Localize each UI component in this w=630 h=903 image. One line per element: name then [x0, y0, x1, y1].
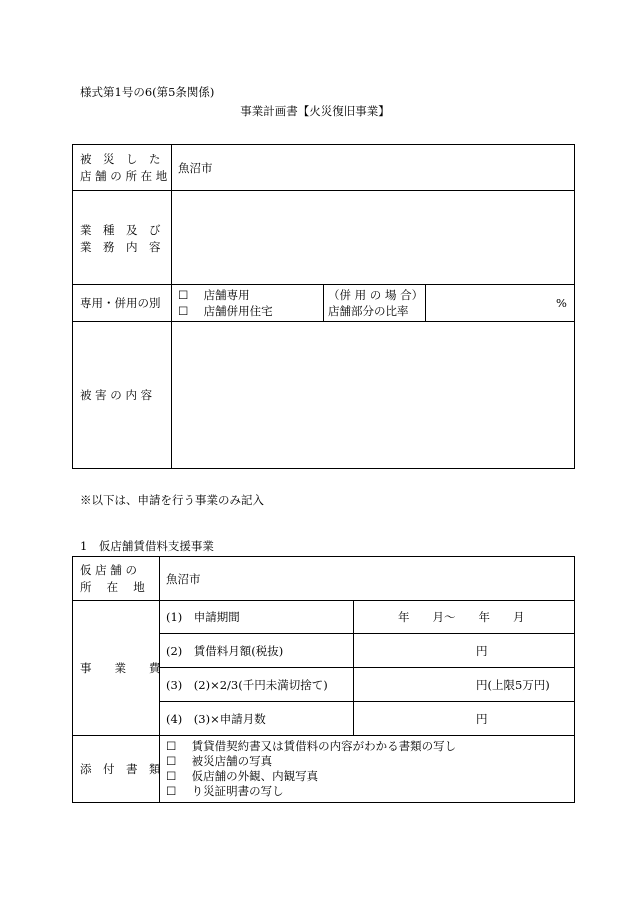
checkbox-icon[interactable]: ☐ [178, 304, 189, 318]
ratio-label-line2: 店舗部分の比率 [328, 304, 409, 318]
checkbox-icon[interactable]: ☐ [166, 754, 177, 768]
damage-value[interactable] [172, 322, 574, 468]
document-title: 事業計画書【火災復旧事業】 [240, 104, 390, 118]
cost-row-label: (2) 賃借料月額(税抜) [166, 644, 284, 658]
checkbox-icon[interactable]: ☐ [178, 288, 189, 302]
ratio-unit: % [556, 296, 567, 310]
section1-heading: 1 仮店舗賃借料支援事業 [80, 539, 214, 553]
attachment-item[interactable]: ☐ り災証明書の写し [166, 784, 284, 798]
checkbox-icon[interactable]: ☐ [166, 769, 177, 783]
attachment-item[interactable]: ☐ 被災店舗の写真 [166, 754, 273, 768]
location-value[interactable]: 魚沼市 [178, 161, 213, 175]
cost-row-value[interactable]: 円 [476, 712, 488, 726]
business-value[interactable] [172, 191, 574, 283]
cost-row-value[interactable]: 円 [476, 644, 488, 658]
location-label-line1: 被 災 し た [80, 152, 161, 166]
checkbox-icon[interactable]: ☐ [166, 784, 177, 798]
usage-label: 専用・併用の別 [80, 296, 161, 310]
temp-location-label-line1: 仮 店 舗 の [80, 563, 137, 577]
attachment-item[interactable]: ☐ 賃貸借契約書又は賃借料の内容がわかる書類の写し [166, 739, 457, 753]
cost-row-value[interactable]: 年 月～ 年 月 [398, 610, 525, 624]
damage-label: 被 害 の 内 容 [80, 388, 153, 402]
attachments-label: 添 付 書 類 [80, 762, 161, 776]
cost-row-label: (3) (2)×2/3(千円未満切捨て) [166, 678, 328, 692]
temp-location-value[interactable]: 魚沼市 [166, 572, 201, 586]
attachment-item[interactable]: ☐ 仮店舗の外観、内観写真 [166, 769, 319, 783]
usage-option-shop-residence[interactable]: ☐ 店舗併用住宅 [178, 304, 273, 318]
note-text: ※以下は、申請を行う事業のみ記入 [80, 493, 264, 507]
checkbox-icon[interactable]: ☐ [166, 739, 177, 753]
ratio-label-line1: （併 用 の 場 合） [328, 288, 424, 302]
usage-option-shop-only[interactable]: ☐ 店舗専用 [178, 288, 250, 302]
form-number: 様式第1号の6(第5条関係) [80, 85, 215, 99]
location-label-line2: 店 舗 の 所 在 地 [80, 169, 168, 183]
business-label-line2: 業 務 内 容 [80, 240, 161, 254]
business-label-line1: 業 種 及 び [80, 223, 161, 237]
cost-row-label: (1) 申請期間 [166, 610, 240, 624]
cost-label: 事 業 費 [80, 661, 161, 675]
cost-row-label: (4) (3)×申請月数 [166, 712, 266, 726]
temp-location-label-line2: 所 在 地 [80, 580, 145, 594]
cost-row-value[interactable]: 円(上限5万円) [476, 678, 550, 692]
